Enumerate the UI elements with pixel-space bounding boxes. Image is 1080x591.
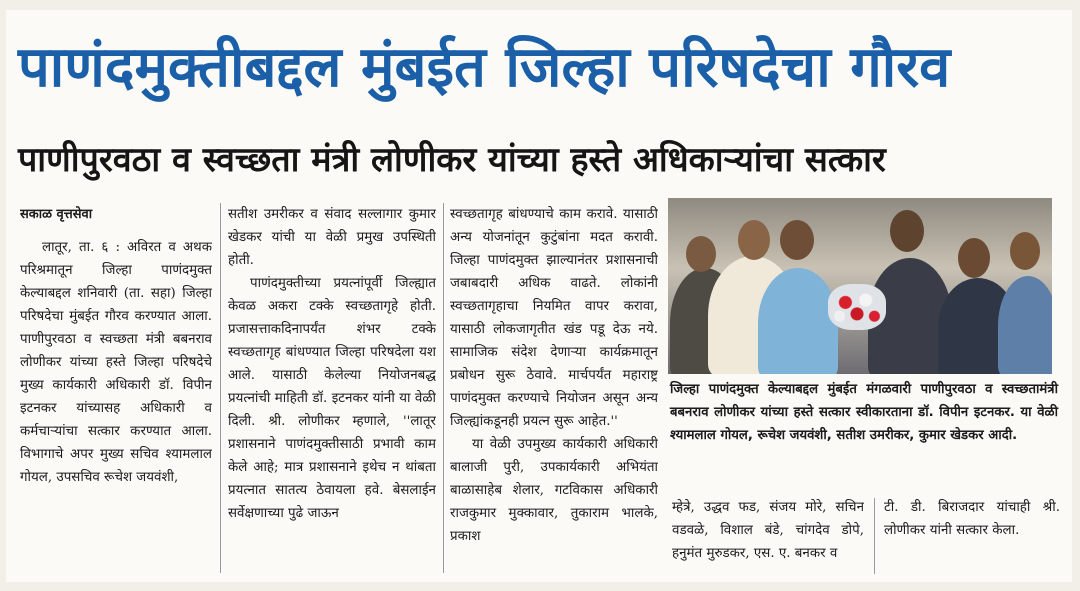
article-column-1 bbox=[20, 203, 212, 583]
headline: पाणंदमुक्तीबद्दल मुंबईत जिल्हा परिषदेचा गौरव bbox=[18, 35, 951, 100]
column-3-text-b: या वेळी उपमुख्य कार्यकारी अधिकारी बालाजी पुरी, उपकार्यकारी अभियंता बाळासाहेब शेलार, गटविकास अधिकारी राजकुमार मुक्कावार, तुकाराम भालके, प्रकाश bbox=[450, 437, 658, 544]
column-2-text-b: पाणंदमुक्तीच्या प्रयत्नांपूर्वी जिल्ह्यात केवळ अकरा टक्के स्वच्छतागृहे होती. प्रजासत्ताकदिनापर्यंत शंभर टक्के स्वच्छतागृह बांधण्यात जिल्हा परिषदेला यश आले. यासाठी केलेल्या नियोजनबद्ध प्रयत्नांची माहिती डॉ. इटनकर यांनी या वेळी दिली. श्री. लोणीकर म्हणाले, ''लातूर प्रशासनाने पाणंदमुक्तीसाठी प्रभावी काम केले आहे; मात्र प्रशासनाने इथेच न थांबता प्रयत्नात सातत्य ठेवायला हवे. बेसलाईन सर्वेक्षणाच्या पुढे जाऊन bbox=[228, 276, 436, 521]
column-divider bbox=[443, 203, 444, 573]
column-3-text-a: स्वच्छतागृह बांधण्याचे काम करावे. यासाठी अन्य योजनांतून कुटुंबांना मदत करावी. जिल्हा पाणंदमुक्त झाल्यानंतर प्रशासनाची जबाबदारी अधिक वाढते. लोकांनी स्वच्छतागृहाचा नियमित वापर करावा, यासाठी लोकजागृतीत खंड पडू देऊ नये. सामाजिक संदेश देणाऱ्या कार्यक्रमातून प्रबोधन सुरू ठेवावे. मार्चपर्यंत महाराष्ट्र पाणंदमुक्त करण्याचे नियोजन असून अन्य जिल्ह्यांकडूनही प्रयत्न सुरू आहेत.'' bbox=[450, 207, 658, 429]
column-5-text: टी. डी. बिराजदार यांचाही श्री. लोणीकर यांनी सत्कार केला. bbox=[884, 500, 1060, 538]
column-divider bbox=[220, 203, 221, 573]
article-column-4 bbox=[672, 496, 864, 582]
column-4-text: म्हेत्रे, उद्धव फड, संजय मोरे, सचिन वडवळे, विशाल बंडे, चांगदेव डोपे, हनुमंत मुरुडकर, एस. ए. बनकर व bbox=[672, 500, 864, 561]
article-column-5 bbox=[884, 496, 1060, 582]
column-1-text: लातूर, ता. ६ : अविरत व अथक परिश्रमातून जिल्हा पाणंदमुक्त केल्याबद्दल शनिवारी (ता. सहा) जिल्हा परिषदेचा मुंबईत गौरव करण्यात आला. पाणीपुरवठा व स्वच्छता मंत्री बबनराव लोणीकर यांच्या हस्ते जिल्हा परिषदेचे मुख्य कार्यकारी अधिकारी डॉ. विपीन इटनकर यांच्यासह अधिकारी व कर्मचाऱ्यांचा सत्कार करण्यात आला. विभागाचे अपर मुख्य सचिव श्यामलाल गोयल, उपसचिव रूचेश जयवंशी, bbox=[20, 240, 212, 485]
bouquet bbox=[828, 284, 886, 330]
article-column-2 bbox=[228, 203, 436, 583]
byline: सकाळ वृत्तसेवा bbox=[20, 207, 93, 222]
subheadline: पाणीपुरवठा व स्वच्छता मंत्री लोणीकर यांच्या हस्ते अधिकाऱ्यांचा सत्कार bbox=[18, 140, 886, 180]
column-2-text-a: सतीश उमरीकर व संवाद सल्लागार कुमार खेडकर यांची या वेळी प्रमुख उपस्थिती होती. bbox=[228, 207, 436, 268]
article-column-3 bbox=[450, 203, 658, 583]
photo-caption: जिल्हा पाणंदमुक्त केल्याबद्दल मुंबईत मंगळवारी पाणीपुरवठा व स्वच्छतामंत्री बबनराव लोणीकर यांच्या हस्ते सत्कार स्वीकारताना डॉ. विपीन इटनकर. या वेळी श्यामलाल गोयल, रूचेश जयवंशी, सतीश उमरीकर, कुमार खेडकर आदी. bbox=[670, 382, 1058, 443]
ceremony-photo bbox=[668, 198, 1052, 374]
column-divider bbox=[874, 498, 875, 574]
